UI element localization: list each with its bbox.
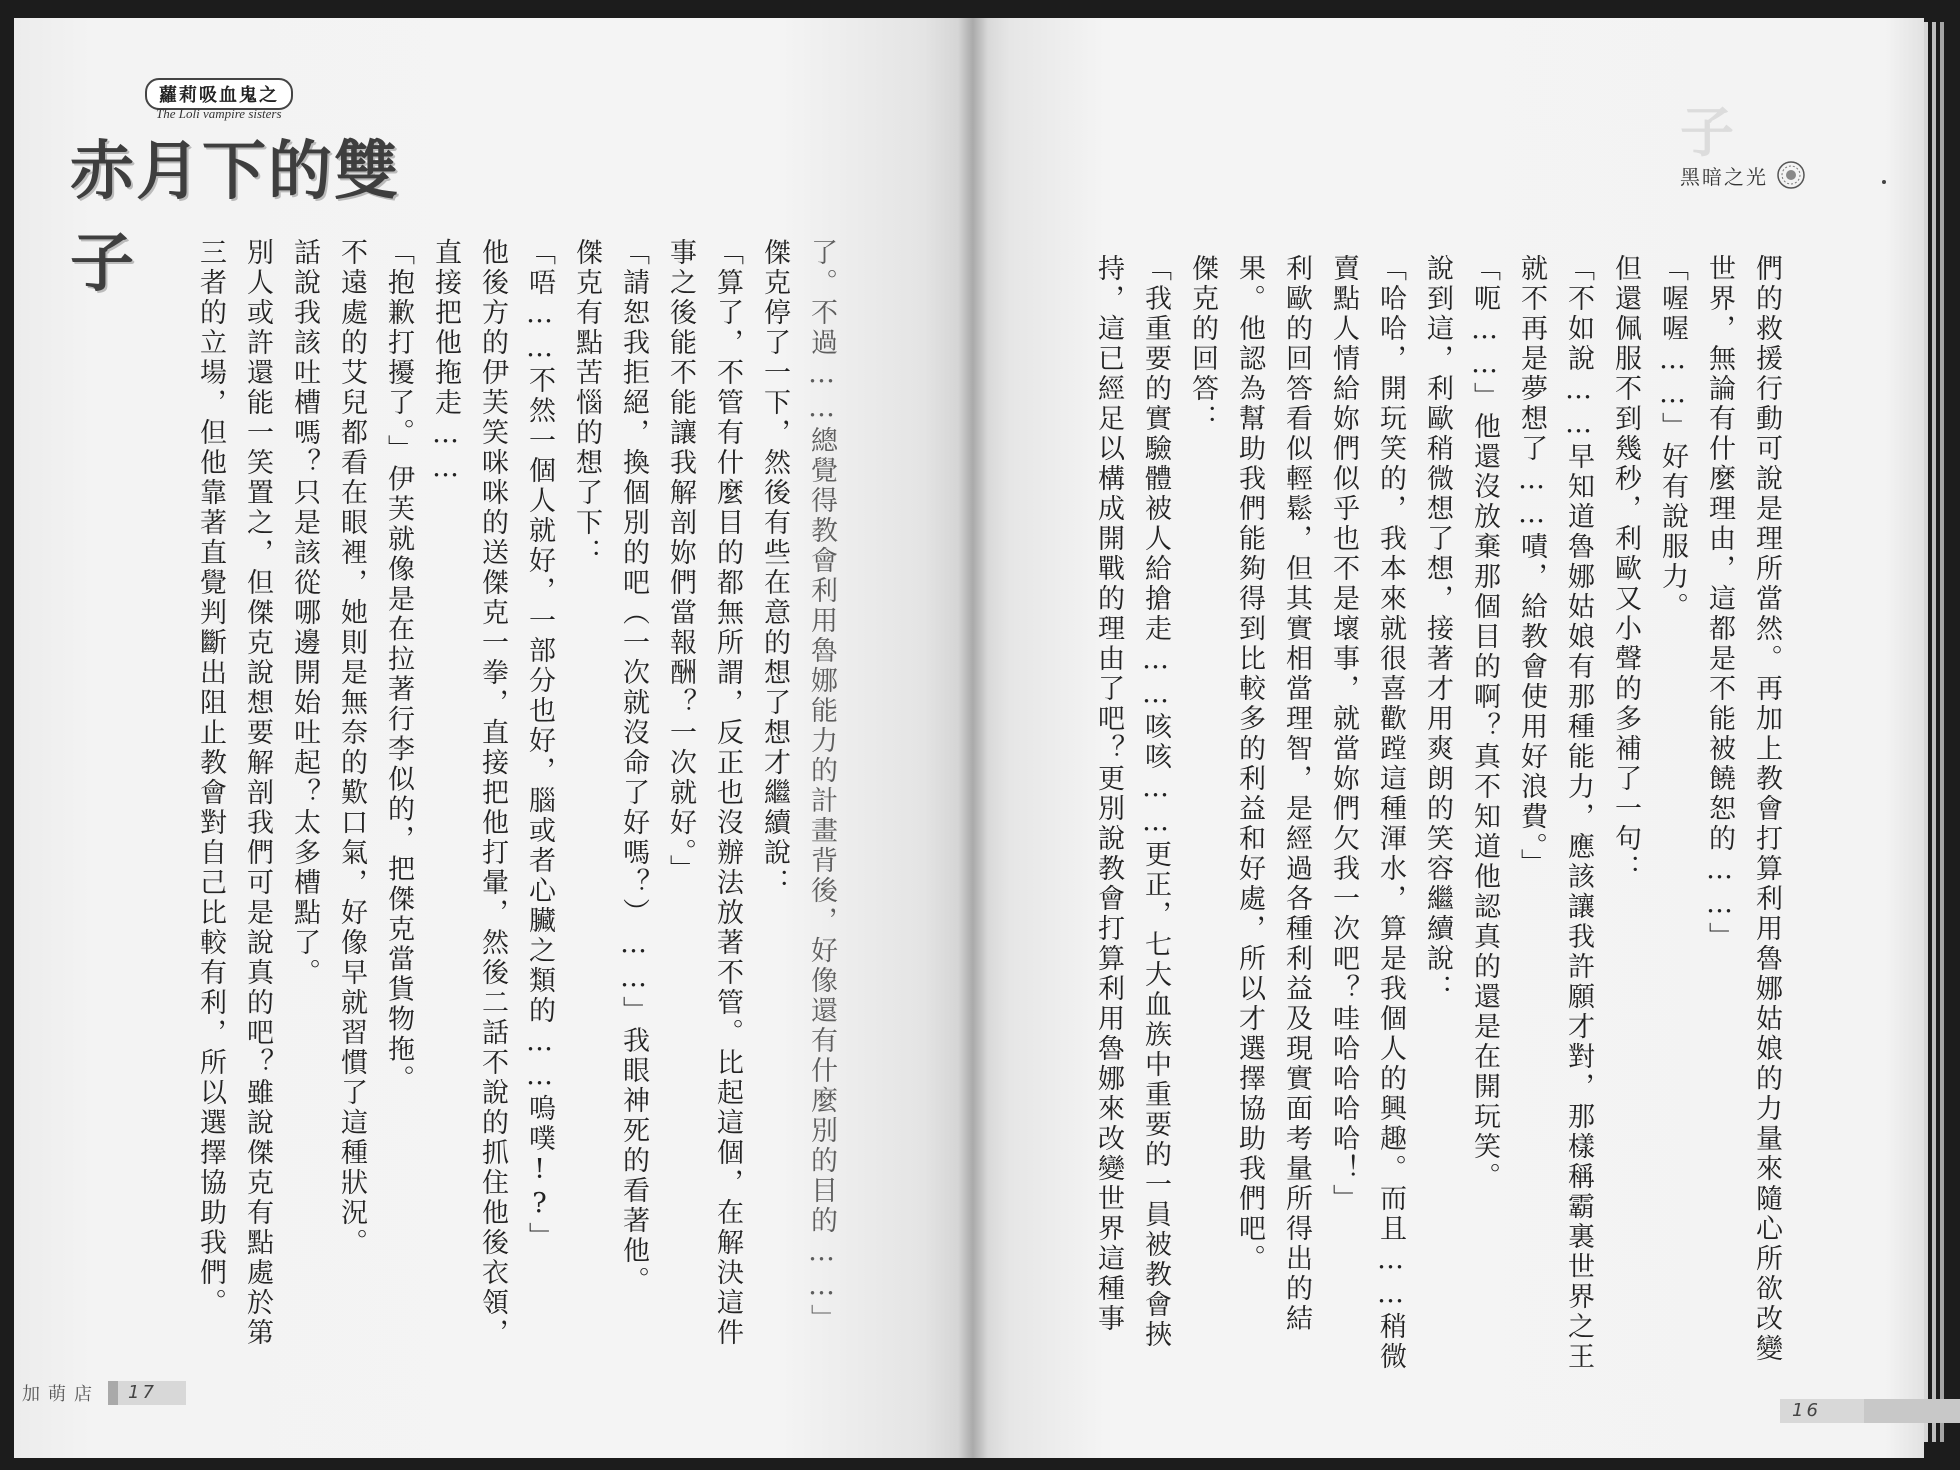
sun-ornament-icon [1776,160,1806,190]
footer-bar [1864,1399,1960,1423]
chapter-title: 黑暗之光 [1680,164,1768,189]
paragraph: 不遠處的艾兒都看在眼裡，她則是無奈的歎口氣，好像早就習慣了這種狀況。 [336,238,367,1258]
book-title: 赤月下的雙子 [70,134,400,301]
left-page-text [110,238,845,1348]
paragraph: 傑克的回答： [1187,254,1218,434]
page-edge-stack [1924,22,1928,1442]
right-page-text [1090,254,1790,1374]
paragraph: 說到這，利歐稍微想了想，接著才用爽朗的笑容繼續說： [1422,254,1453,1004]
left-page-footer [14,1380,186,1406]
paragraph: 利歐的回答看似輕鬆，但其實相當理智，是經過各種利益及現實面考量所得出的結果。他認為幫助我們能夠得到比較多的利益和好處，所以才選擇協助我們吧。 [1234,254,1312,1334]
paragraph: 「抱歉打擾了。」伊芙就像是在拉著行李似的，把傑克當貨物拖。 [383,238,414,1095]
paragraph: 「算了，不管有什麼目的都無所謂，反正也沒辦法放著不管。比起這個，在解決這件事之後能不能讓我解剖妳們當報酬？一次就好。」 [665,238,743,1348]
paragraph: 但還佩服不到幾秒，利歐又小聲的多補了一句： [1610,254,1641,884]
page-edge-stack [1940,22,1944,1442]
footer-bar [108,1381,118,1405]
series-subtitle-en: The Loli vampire sisters [156,106,282,121]
page-number-left: 17 [118,1381,186,1405]
paragraph: 了。不過……總覺得教會利用魯娜能力的計畫背後，好像還有什麼別的目的……」 [806,238,837,1334]
show-through-print: 子 [1680,100,1734,164]
paragraph: 傑克有點苦惱的想了下： [571,238,602,568]
paragraph: 「請恕我拒絕，換個別的吧（一次就沒命了好嗎？）……」我眼神死的看著他。 [618,238,649,1296]
series-logo [70,70,430,301]
paragraph: 話說我該吐槽嗎？只是該從哪邊開始吐起？太多槽點了。 [289,238,320,988]
page-edge-stack [1932,22,1936,1442]
publisher-mark: 加萌店 [22,1384,100,1405]
paragraph: 「不如說……早知道魯娜姑娘有那種能力，應該讓我許願才對，那樣稱霸裏世界之王就不再是夢想了……嘖，給教會使用好浪費。」 [1516,254,1594,1372]
running-header [1680,160,1806,190]
paragraph: 傑克停了一下，然後有些在意的想了想才繼續說： [759,238,790,898]
page-mark [1882,180,1886,184]
paragraph: 們的救援行動可說是理所當然。再加上教會打算利用魯娜姑娘的力量來隨心所欲改變世界，無論有什麼理由，這都是不能被饒恕的……」 [1704,254,1782,1364]
paragraph: 「我重要的實驗體被人給搶走……咳咳……更正，七大血族中重要的一員被教會挾持，這已經足以構成開戰的理由了吧？更別說教會打算利用魯娜來改變世界這種事 [1093,254,1171,1350]
paragraph: 「唔……不然一個人就好，一部分也好，腦或者心臟之類的……嗚噗!?」 [524,238,555,1252]
paragraph: 「呃……」他還沒放棄那個目的啊？真不知道他認真的還是在開玩笑。 [1469,254,1500,1192]
page-number-right: 16 [1780,1399,1864,1423]
series-subtitle: 蘿莉吸血鬼之 [145,78,293,110]
paragraph: 別人或許還能一笑置之，但傑克說想要解剖我們可是說真的吧？雖說傑克有點處於第三者的立場，但他靠著直覺判斷出阻止教會對自己比較有利，所以選擇協助我們。 [195,238,273,1348]
book-gutter [958,18,988,1458]
paragraph: 「哈哈，開玩笑的，我本來就很喜歡蹚這種渾水，算是我個人的興趣。而且……稍微賣點人情給妳們似乎也不是壞事，就當妳們欠我一次吧？哇哈哈哈哈！」 [1328,254,1406,1372]
paragraph: 他後方的伊芙笑咪咪的送傑克一拳，直接把他打暈，然後二話不說的抓住他後衣領，直接把他拖走…… [430,238,508,1348]
paragraph: 「喔喔……」好有說服力。 [1657,254,1688,622]
right-page-footer [1780,1398,1960,1424]
